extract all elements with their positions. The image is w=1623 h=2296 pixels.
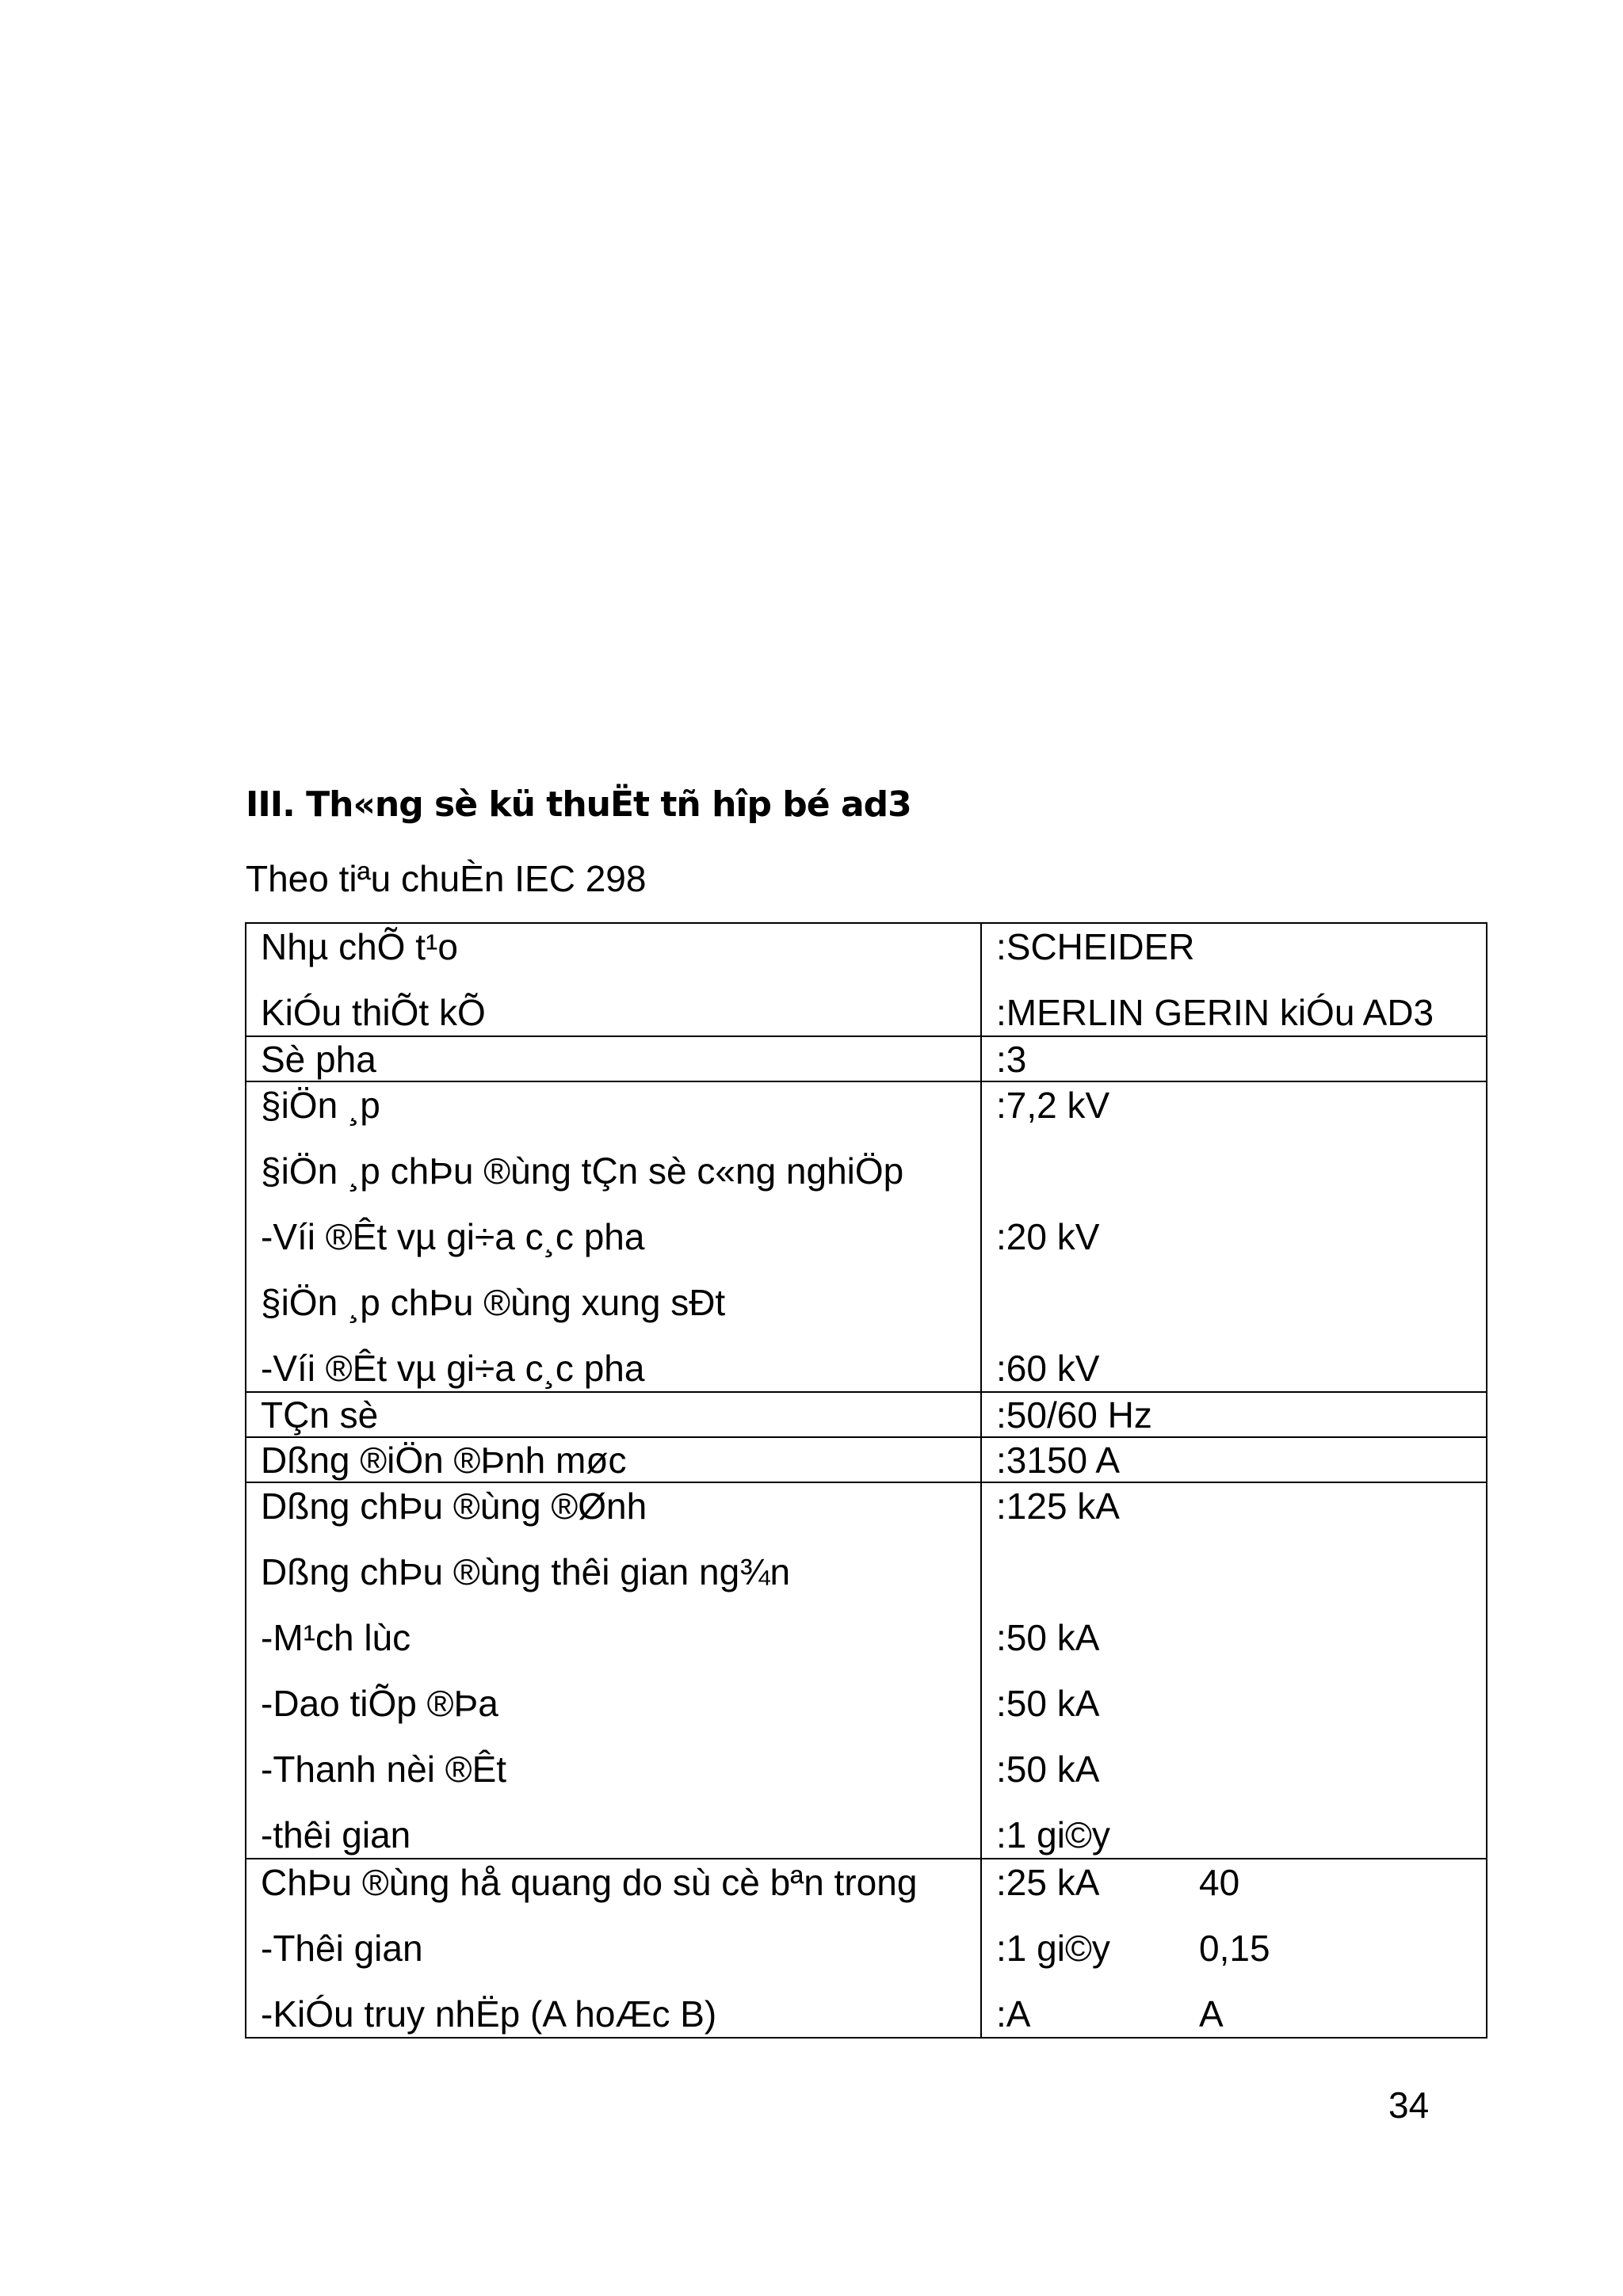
spec-value-cell — [981, 1482, 1487, 1859]
spec-value: :3150 A — [996, 1440, 1121, 1481]
page-number: 34 — [1388, 2084, 1430, 2126]
spec-label-cell — [246, 1081, 981, 1392]
spec-value-pair — [996, 1859, 1486, 1925]
spec-value: :60 kV — [996, 1348, 1100, 1389]
spec-value: :1 gi©y — [996, 1928, 1110, 1969]
spec-value — [996, 1280, 1486, 1345]
spec-label: §iÖn ¸p — [261, 1085, 380, 1126]
table-row — [246, 1437, 1487, 1482]
spec-label: Nhµ chÕ t¹o — [261, 926, 458, 967]
spec-label: -thêi gian — [261, 1814, 411, 1855]
spec-value-cell — [981, 1859, 1487, 2038]
spec-label: Dßng chÞu ®ùng ®Ønh — [261, 1486, 647, 1527]
spec-value: :125 kA — [996, 1486, 1120, 1527]
spec-value-cell — [981, 1392, 1487, 1437]
spec-label: ChÞu ®ùng hå quang do sù cè bªn trong — [261, 1862, 918, 1903]
spec-table — [245, 922, 1487, 2039]
spec-label-cell — [246, 1482, 981, 1859]
spec-value: :50 kA — [996, 1749, 1100, 1790]
spec-value: :MERLIN GERIN kiÓu AD3 — [996, 992, 1434, 1033]
spec-label-cell — [246, 1036, 981, 1081]
spec-label: TÇn sè — [261, 1394, 379, 1436]
spec-extra-value: A — [1199, 1993, 1224, 2035]
spec-value: :A — [996, 1993, 1031, 2035]
spec-label: §iÖn ¸p chÞu ®ùng tÇn sè c«ng nghiÖp — [261, 1150, 904, 1192]
spec-label: -Dao tiÕp ®Þa — [261, 1683, 498, 1724]
spec-value — [996, 1148, 1486, 1214]
spec-label: -M¹ch lùc — [261, 1617, 411, 1658]
spec-value-cell — [981, 1437, 1487, 1482]
spec-label: -Víi ®Êt vµ gi÷a c¸c pha — [261, 1216, 645, 1257]
spec-value-cell — [981, 1081, 1487, 1392]
spec-label-cell — [246, 1859, 981, 2038]
spec-extra-value: 0,15 — [1199, 1928, 1270, 1969]
spec-extra-value: 40 — [1199, 1862, 1240, 1903]
spec-label: -KiÓu truy nhËp (A hoÆc B) — [261, 1993, 717, 2035]
spec-value: :7,2 kV — [996, 1085, 1110, 1126]
section-heading: III. Th«ng sè kü thuËt tñ hîp bé ad3 — [246, 784, 911, 825]
spec-label-cell — [246, 1392, 981, 1437]
spec-label: -Thanh nèi ®Êt — [261, 1749, 507, 1790]
spec-label-cell — [246, 1437, 981, 1482]
spec-value: :3 — [996, 1039, 1027, 1080]
spec-label: KiÓu thiÕt kÕ — [261, 992, 486, 1033]
spec-label: Dßng chÞu ®ùng thêi gian ng¾n — [261, 1551, 791, 1592]
spec-label: Sè pha — [261, 1039, 376, 1080]
spec-value: :50 kA — [996, 1617, 1100, 1658]
spec-label: §iÖn ¸p chÞu ®ùng xung sÐt — [261, 1282, 726, 1323]
table-row — [246, 1036, 1487, 1081]
spec-value: :20 kV — [996, 1216, 1100, 1257]
table-row — [246, 923, 1487, 1036]
spec-value: :SCHEIDER — [996, 926, 1195, 967]
spec-value-cell — [981, 1036, 1487, 1081]
table-row — [246, 1859, 1487, 2038]
spec-label: Dßng ®iÖn ®Þnh møc — [261, 1440, 627, 1481]
spec-label: -Víi ®Êt vµ gi÷a c¸c pha — [261, 1348, 645, 1389]
spec-label: -Thêi gian — [261, 1928, 423, 1969]
table-row — [246, 1081, 1487, 1392]
spec-value: :50 kA — [996, 1683, 1100, 1724]
spec-value-pair — [996, 1925, 1486, 1991]
table-row — [246, 1482, 1487, 1859]
spec-value: :50/60 Hz — [996, 1394, 1152, 1436]
standard-reference: Theo tiªu chuÈn IEC 298 — [246, 858, 647, 899]
spec-value-pair — [996, 1991, 1486, 2037]
spec-value: :1 gi©y — [996, 1814, 1110, 1855]
table-row — [246, 1392, 1487, 1437]
spec-label-cell — [246, 923, 981, 1036]
spec-value — [996, 1549, 1486, 1615]
spec-value-cell — [981, 923, 1487, 1036]
spec-value: :25 kA — [996, 1862, 1100, 1903]
